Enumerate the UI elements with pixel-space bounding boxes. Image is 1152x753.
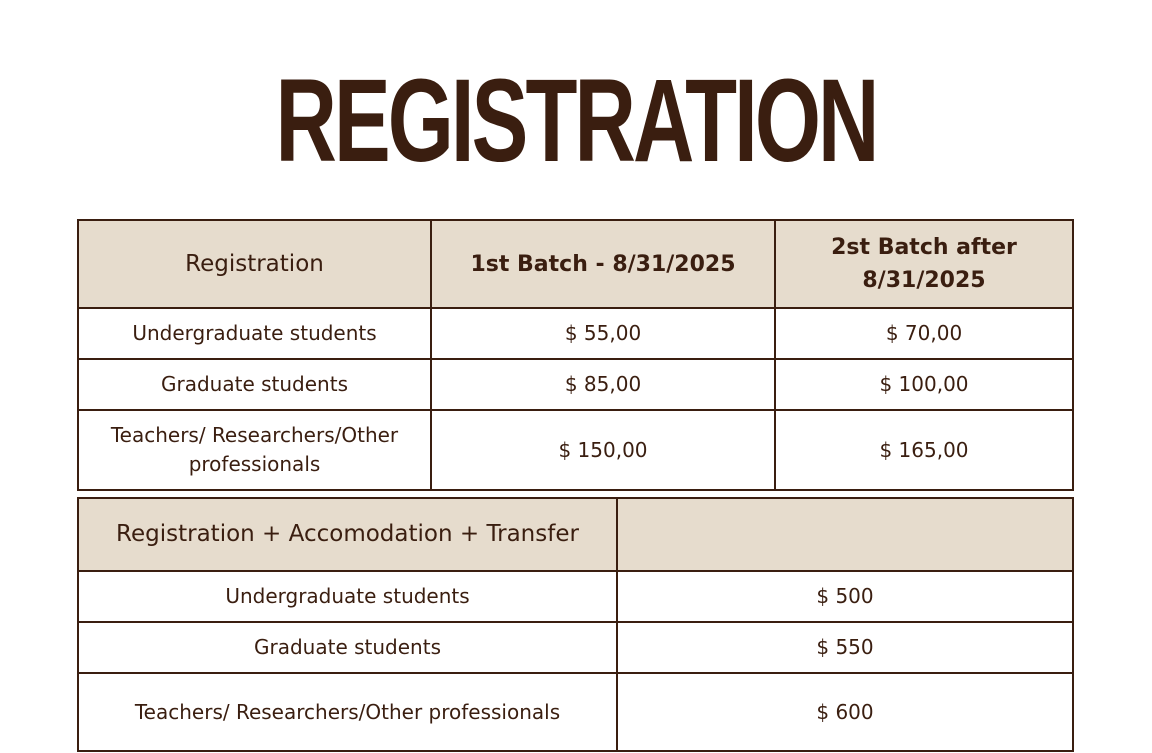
category-cell: Undergraduate students xyxy=(78,571,617,622)
column-header-second-batch: 2st Batch after 8/31/2025 xyxy=(775,220,1073,308)
table-row xyxy=(78,308,1073,359)
category-cell: Teachers/ Researchers/Other professionals xyxy=(78,673,617,751)
category-cell: Teachers/ Researchers/Other professionals xyxy=(78,410,431,490)
table-header-row xyxy=(78,498,1073,571)
category-cell: Undergraduate students xyxy=(78,308,431,359)
table-row xyxy=(78,359,1073,410)
price-cell: $ 55,00 xyxy=(431,308,775,359)
table-row xyxy=(78,410,1073,490)
page-title: REGISTRATION xyxy=(275,55,877,187)
table-row xyxy=(78,673,1073,751)
price-cell: $ 100,00 xyxy=(775,359,1073,410)
price-cell: $ 150,00 xyxy=(431,410,775,490)
registration-package-table xyxy=(77,497,1074,752)
column-header-registration: Registration xyxy=(78,220,431,308)
column-header-package: Registration + Accomodation + Transfer xyxy=(78,498,617,571)
price-cell: $ 165,00 xyxy=(775,410,1073,490)
price-cell: $ 85,00 xyxy=(431,359,775,410)
price-cell: $ 70,00 xyxy=(775,308,1073,359)
table-row xyxy=(78,571,1073,622)
price-cell: $ 600 xyxy=(617,673,1073,751)
category-cell: Graduate students xyxy=(78,359,431,410)
category-cell: Graduate students xyxy=(78,622,617,673)
price-cell: $ 500 xyxy=(617,571,1073,622)
table-row xyxy=(78,622,1073,673)
column-header-price xyxy=(617,498,1073,571)
registration-fees-table xyxy=(77,219,1074,491)
column-header-first-batch: 1st Batch - 8/31/2025 xyxy=(431,220,775,308)
table-header-row xyxy=(78,220,1073,308)
price-cell: $ 550 xyxy=(617,622,1073,673)
